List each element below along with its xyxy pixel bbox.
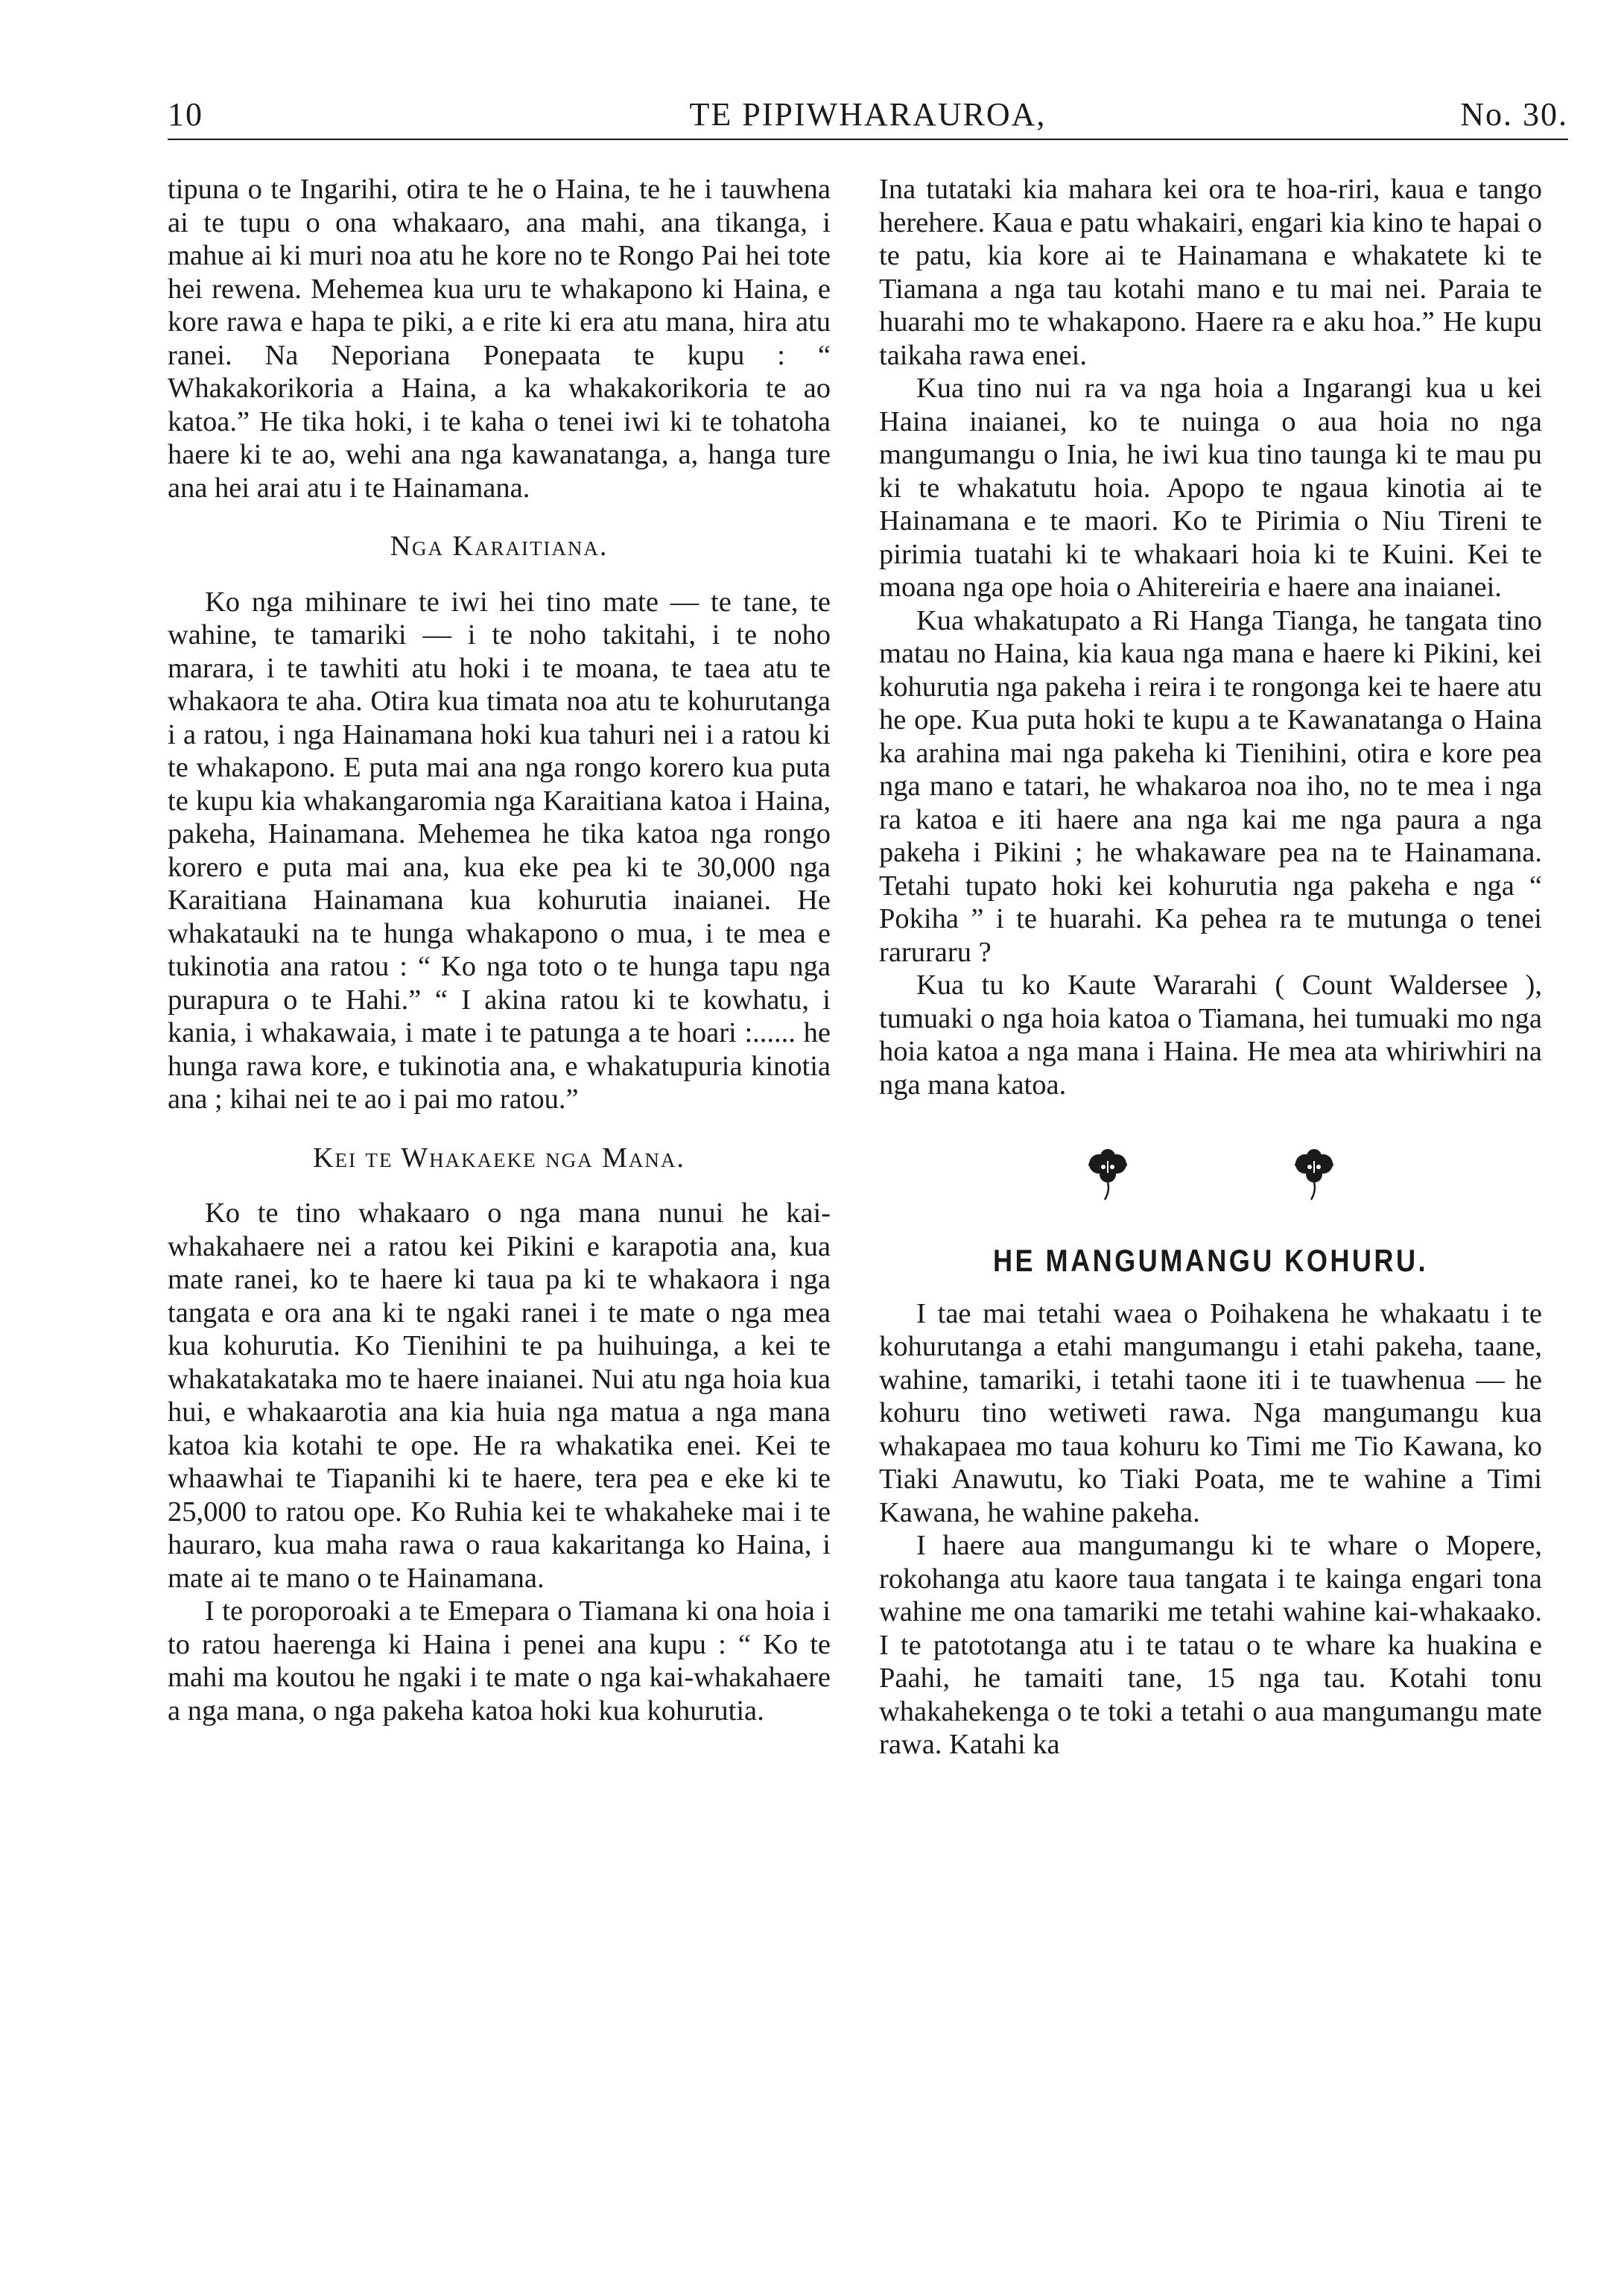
article-paragraph-1: I tae mai tetahi waea o Poihakena he whakaatu i te kohurutanga a etahi mangumangu i etahi pakeha, taane, wahine, tamariki, i tetahi taone iti i te tuawhenua — he kohuru tino wetiweti rawa. Nga mangumangu kua whakapaea mo taua kohuru ko Timi me Tio Kawana, ko Tiaki Anawutu, ko Tiaki Poata, me te wahine a Timi Kawana, he wahine pakeha.	[879, 1297, 1542, 1528]
whakaeke-paragraph-2: I te poroporoaki a te Emepara o Tiamana ki ona hoia i to ratou haerenga ki Haina i penei ana kupu : “ Ko te mahi ma koutou he ngaki i te mate o nga kai-whakahaere a nga mana, o nga pakeha katoa hoki kua kohurutia.	[168, 1595, 831, 1727]
karaitiana-paragraph: Ko nga mihinare te iwi hei tino mate — te tane, te wahine, te tamariki — i te noho takitahi, i te noho marara, i te tawhiti atu hoki i te moana, te taea atu te whakaora te aha. Otira kua timata noa atu te kohurutanga i a ratou, i nga Hainamana hoki kua tahuri nei i a ratou ki te whakapono. E puta mai ana nga rongo korero kua puta te kupu kia whakangaromia nga Karaitiana katoa i Haina, pakeha, Hainamana. Mehemea he tika katoa nga rongo korero e puta mai ana, kua eke pea ki te 30,000 nga Karaitiana Hainamana kua kohurutia inaianei. He whakatauki na te hunga whakapono o mua, i te mea e tukinotia ana ratou : “ Ko nga toto o te hunga tapu nga purapura o te Hahi.” “ I akina ratou ki te kowhatu, i kania, i whakawaia, i mate i te patunga a te hoari :...... he hunga rawa kore, e tukinotia ana, e whakatupuria kinotia ana ; kihai nei te ao i pai mo ratou.”	[168, 586, 831, 1115]
section-heading-karaitiana: Nga Karaitiana.	[390, 531, 609, 562]
fleuron-ornament-icon	[1085, 1148, 1131, 1207]
right-column	[879, 173, 1542, 1762]
waldersee-paragraph: Kua tu ko Kaute Wararahi ( Count Waldersee ), tumuaki o nga hoia katoa o Tiamana, hei tumuaki mo nga hoia katoa a nga mana i Haina. He mea ata whiriwhiri na nga mana katoa.	[879, 969, 1542, 1101]
ornament-divider	[879, 1148, 1542, 1207]
fleuron-ornament-icon	[1291, 1148, 1337, 1207]
issue-number: No. 30.	[1460, 96, 1568, 133]
ingarangi-paragraph: Kua tino nui ra va nga hoia a Ingarangi kua u kei Haina inaianei, ko te nuinga o aua hoia no nga mangumangu o Inia, he iwi kua tino taunga ki te mau pu ki te whakatutu hoia. Apopo te ngaua kinotia ai te Hainamana e te maori. Ko te Pirimia o Niu Tireni te pirimia tuatahi ki te whakaari hoia ki te Kuini. Kei te moana nga ope hoia o Ahitereiria e haere ana inaianei.	[879, 373, 1542, 603]
section-heading-whakaeke: Kei te Whakaeke nga Mana.	[313, 1142, 685, 1174]
intro-paragraph: tipuna o te Ingarihi, otira te he o Haina, te he i tauwhena ai te tupu o ona whakaaro, ana mahi, ana tikanga, i mahue ai ki muri noa atu he kore no te Rongo Pai hei tote hei rewena. Mehemea kua uru te whakapono ki Haina, e kore rawa e hapa te piki, a e rite ki era atu mana, hira atu ranei. Na Neporiana Ponepaata te kupu : “ Whakakorikoria a Haina, a ka whakakorikoria te ao katoa.” He tika hoki, i te kaha o tenei iwi ki te tohatoha haere ki te ao, wehi ana nga kawanatanga, a, hanga ture ana hei arai atu i te Hainamana.	[168, 174, 831, 504]
page-header	[168, 95, 1568, 140]
header-rule	[168, 139, 1568, 140]
article-heading: HE MANGUMANGU KOHURU.	[993, 1243, 1428, 1278]
left-column	[168, 173, 831, 1727]
continued-paragraph: Ina tutataki kia mahara kei ora te hoa-riri, kaua e tango herehere. Kaua e patu whakairi, engari kia kino te hapai o te patu, kia kore ai te Hainamana e whakatete ki te Tiamana a nga tau kotahi mano e tu mai nei. Paraia te huarahi mo te whakapono. Haere ra e aku hoa.” He kupu taikaha rawa enei.	[879, 174, 1542, 371]
page-number: 10	[168, 96, 203, 133]
article-paragraph-2: I haere aua mangumangu ki te whare o Mopere, rokohanga atu kaore taua tangata i te kainga engari tona wahine me ona tamariki me tetahi wahine kai-whakaako. I te patototanga atu i te tatau o te whare ka huakina e Paahi, he tamaiti tane, 15 nga tau. Kotahi tonu whakahekenga o te toki a tetahi o aua mangumangu mate rawa. Katahi ka	[879, 1530, 1542, 1760]
warning-paragraph: Kua whakatupato a Ri Hanga Tianga, he tangata tino matau no Haina, kia kaua nga mana e haere ki Pikini, kei kohurutia nga pakeha i reira i te rongonga kei te haere atu he ope. Kua puta hoki te kupu a te Kawanatanga o Haina ka arahina mai nga pakeha ki Tienihini, otira e kore pea nga mano e tatari, he whakaroa noa iho, no te mea i nga ra katoa e iti haere ana nga kai me nga paura a nga pakeha i Pikini ; he whakaware pea na te Hainamana. Tetahi tupato hoki kei kohurutia nga pakeha e nga “ Pokiha ” i te huarahi. Ka pehea ra te mutunga o tenei raruraru ?	[879, 604, 1542, 968]
whakaeke-paragraph-1: Ko te tino whakaaro o nga mana nunui he kai-whakahaere nei a ratou kei Pikini e karapotia ana, kua mate ranei, ko te haere ki taua pa ki te whakaora i nga tangata e ora ana ki te ngaki ranei i te mate o nga mea kua kohurutia. Ko Tienihini te pa huihuinga, a kei te whakatakataka mo te haere inaianei. Nui atu nga hoia kua hui, e whakaarotia ana kia huia nga matua a nga mana katoa kia kotahi te ope. He ra whakatika enei. Kei te whaawhai te Tiapanihi ki te haere, tera pea e eke ki te 25,000 to ratou ope. Ko Ruhia kei te whakaheke mai i te hauraro, kua maha rawa o raua kakaritanga ko Haina, i mate ai te mano o te Hainamana.	[168, 1197, 831, 1594]
newspaper-title: TE PIPIWHARAUROA,	[689, 96, 1047, 133]
